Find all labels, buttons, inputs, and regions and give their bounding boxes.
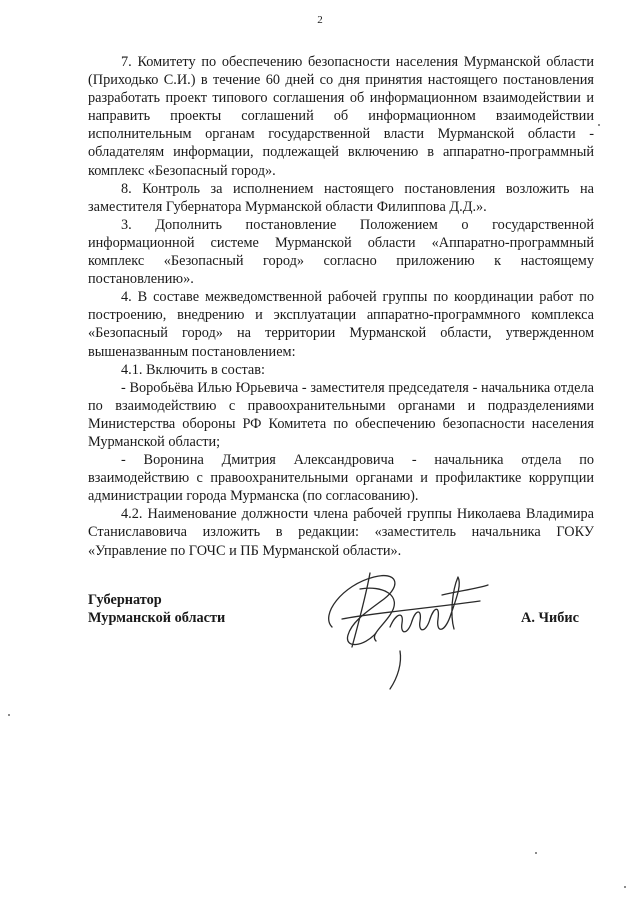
signatory-title xyxy=(88,591,225,627)
paragraph-4-1: 4.1. Включить в состав: xyxy=(121,361,265,378)
paragraph-4-2: 4.2. Наименование должности члена рабочей группы Николаева Владимира Станиславовича изложить в редакции: «заместитель начальника ГОКУ «Управление по ГОЧС и ПБ Мурманской области». xyxy=(88,506,594,559)
paragraph-3: 3. Дополнить постановление Положением о государственной информационной системе Мурманской области «Аппаратно-программный комплекс «Безопасный город» согласно приложению к настоящему постановлению». xyxy=(88,216,594,288)
signatory-name: А. Чибис xyxy=(521,610,579,626)
scan-speck xyxy=(598,124,600,126)
handwritten-signature xyxy=(312,555,512,695)
scan-speck xyxy=(624,886,626,888)
signatory-title-line1: Губернатор xyxy=(88,592,162,608)
paragraph-4: 4. В составе межведомственной рабочей группы по координации работ по построению, внедрению и эксплуатации аппаратно-программного комплекса «Безопасный город» на территории Мурманской области, утвержденном вышеназванным постановлением: xyxy=(88,289,594,360)
paragraph-8: 8. Контроль за исполнением настоящего постановления возложить на заместителя Губернатора Мурманской области Филиппова Д.Д.». xyxy=(88,180,594,215)
signatory-title-line2: Мурманской области xyxy=(88,610,226,627)
paragraph-7: 7. Комитету по обеспечению безопасности населения Мурманской области (Приходько С.И.) в течение 60 дней со дня принятия настоящего постановления разработать проект типового соглашения об информационном взаимодействии и направить проекты соглашений об информационном взаимодействии исполнительным органам государственной власти Мурманской области - обладателям информации, подлежащей включению в аппаратно-программный комплекс «Безопасный город». xyxy=(88,54,594,179)
page-number: 2 xyxy=(317,14,323,26)
list-item-vorobyov: - Воробьёва Илью Юрьевича - заместителя председателя - начальника отдела по взаимодействию с правоохранительными органами и подразделениями Министерства обороны РФ Комитета по обеспечению безопасности населения Мурманской области; xyxy=(88,379,594,450)
scan-speck xyxy=(535,852,537,854)
list-item-voronin: - Воронина Дмитрия Александровича - начальника отдела по взаимодействию с правоохранительными органами и профилактике коррупции администрации города Мурманска (по согласованию). xyxy=(88,452,594,505)
document-body xyxy=(88,53,594,560)
scan-speck xyxy=(8,714,10,716)
